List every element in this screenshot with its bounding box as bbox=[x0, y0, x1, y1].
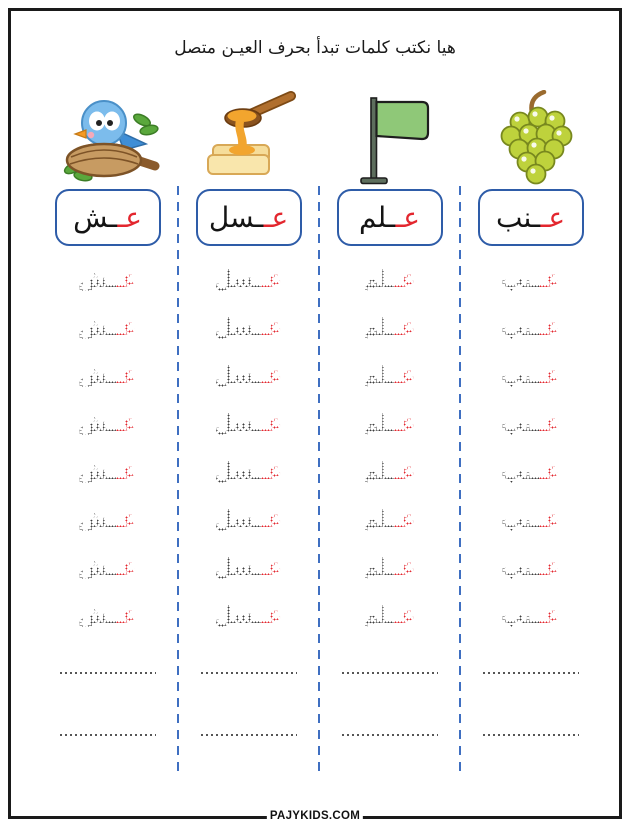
word-first-letter: عـ bbox=[540, 200, 566, 234]
trace-rows bbox=[363, 255, 415, 639]
trace-word-rest: ـسل bbox=[214, 601, 262, 629]
trace-word-rest: ـنب bbox=[500, 361, 539, 389]
green-flag-icon bbox=[342, 86, 438, 186]
trace-word-start: عـ bbox=[261, 409, 283, 437]
trace-word-rest: ـش bbox=[78, 361, 116, 389]
word-box bbox=[337, 189, 443, 246]
trace-row bbox=[215, 495, 283, 543]
trace-row bbox=[78, 543, 137, 591]
trace-word-rest: ـش bbox=[78, 265, 116, 293]
trace-word-start: عـ bbox=[261, 601, 283, 629]
trace-word-rest: ـسل bbox=[214, 265, 262, 293]
trace-word-start: عـ bbox=[261, 505, 283, 533]
trace-row bbox=[363, 447, 415, 495]
trace-word-rest: ـلم bbox=[363, 361, 395, 389]
trace-row bbox=[363, 255, 415, 303]
trace-word-start: عـ bbox=[115, 313, 137, 341]
trace-word-rest: ـش bbox=[78, 313, 116, 341]
trace-word-rest: ـش bbox=[78, 553, 116, 581]
trace-word-rest: ـش bbox=[78, 601, 116, 629]
trace-rows bbox=[215, 255, 283, 639]
trace-word-rest: ـنب bbox=[500, 505, 539, 533]
trace-word-start: عـ bbox=[115, 601, 137, 629]
trace-word-start: عـ bbox=[538, 601, 561, 629]
trace-row bbox=[363, 399, 415, 447]
writing-line bbox=[342, 734, 438, 736]
honey-spoon-bread-icon bbox=[196, 86, 302, 186]
trace-word-rest: ـسل bbox=[214, 457, 262, 485]
word-first-letter: عـ bbox=[263, 200, 289, 234]
trace-word-start: عـ bbox=[538, 553, 561, 581]
trace-row bbox=[501, 591, 560, 639]
trace-word-start: عـ bbox=[394, 265, 416, 293]
trace-row bbox=[501, 495, 560, 543]
trace-word-rest: ـسل bbox=[214, 409, 262, 437]
writing-line bbox=[201, 734, 297, 736]
footer-brand: PAJYKIDS.COM bbox=[267, 809, 363, 823]
trace-row bbox=[501, 303, 560, 351]
writing-lines bbox=[483, 639, 579, 736]
trace-row bbox=[215, 399, 283, 447]
writing-line bbox=[342, 672, 438, 674]
trace-word-rest: ـش bbox=[78, 409, 116, 437]
trace-word-rest: ـلم bbox=[363, 457, 395, 485]
word-rest: ـلم bbox=[358, 200, 396, 234]
trace-row bbox=[215, 543, 283, 591]
trace-row bbox=[501, 447, 560, 495]
trace-row bbox=[215, 591, 283, 639]
trace-word-rest: ـنب bbox=[500, 553, 539, 581]
trace-row bbox=[363, 495, 415, 543]
trace-word-rest: ـنب bbox=[500, 265, 539, 293]
trace-rows bbox=[78, 255, 137, 639]
trace-row bbox=[78, 303, 137, 351]
trace-word-start: عـ bbox=[115, 457, 137, 485]
trace-word-rest: ـش bbox=[78, 457, 116, 485]
writing-line bbox=[60, 734, 156, 736]
trace-word-start: عـ bbox=[261, 361, 283, 389]
column-nest bbox=[37, 86, 178, 736]
trace-word-rest: ـلم bbox=[363, 409, 395, 437]
word-first-letter: عـ bbox=[395, 200, 421, 234]
trace-word-start: عـ bbox=[538, 265, 561, 293]
trace-word-rest: ـلم bbox=[363, 601, 395, 629]
trace-word-start: عـ bbox=[115, 505, 137, 533]
column-separator bbox=[459, 186, 461, 777]
grapes-icon bbox=[484, 86, 578, 186]
column-separator bbox=[318, 186, 320, 777]
trace-word-rest: ـنب bbox=[500, 409, 539, 437]
trace-word-start: عـ bbox=[394, 409, 416, 437]
trace-row bbox=[78, 399, 137, 447]
trace-word-rest: ـلم bbox=[363, 265, 395, 293]
column-honey bbox=[178, 86, 319, 736]
trace-row bbox=[501, 351, 560, 399]
word-first-letter: عـ bbox=[117, 200, 142, 234]
writing-line bbox=[483, 734, 579, 736]
trace-row bbox=[78, 255, 137, 303]
page-title: هيا نكتب كلمات تبدأ بحرف العيـن متصل bbox=[174, 38, 456, 58]
trace-row bbox=[501, 399, 560, 447]
trace-word-start: عـ bbox=[394, 361, 416, 389]
writing-line bbox=[201, 672, 297, 674]
trace-rows bbox=[501, 255, 560, 639]
word-box bbox=[478, 189, 584, 246]
trace-word-rest: ـش bbox=[78, 505, 116, 533]
trace-word-rest: ـسل bbox=[214, 313, 262, 341]
trace-word-start: عـ bbox=[538, 361, 561, 389]
trace-row bbox=[78, 591, 137, 639]
trace-word-start: عـ bbox=[261, 313, 283, 341]
trace-word-rest: ـسل bbox=[214, 505, 262, 533]
trace-word-start: عـ bbox=[115, 361, 137, 389]
trace-word-start: عـ bbox=[115, 409, 137, 437]
word-rest: ـسل bbox=[208, 200, 264, 234]
word-rest: ـنب bbox=[495, 200, 541, 234]
trace-word-start: عـ bbox=[394, 601, 416, 629]
trace-word-start: عـ bbox=[538, 409, 561, 437]
trace-word-start: عـ bbox=[538, 505, 561, 533]
trace-word-start: عـ bbox=[261, 553, 283, 581]
trace-row bbox=[78, 447, 137, 495]
writing-lines bbox=[60, 639, 156, 736]
trace-word-rest: ـنب bbox=[500, 601, 539, 629]
column-separator bbox=[177, 186, 179, 777]
writing-lines bbox=[201, 639, 297, 736]
trace-row bbox=[363, 591, 415, 639]
bird-nest-icon bbox=[56, 86, 160, 186]
trace-word-rest: ـلم bbox=[363, 505, 395, 533]
trace-word-start: عـ bbox=[115, 265, 137, 293]
trace-word-start: عـ bbox=[394, 457, 416, 485]
trace-row bbox=[215, 447, 283, 495]
trace-word-rest: ـسل bbox=[214, 361, 262, 389]
trace-word-start: عـ bbox=[394, 313, 416, 341]
trace-word-start: عـ bbox=[538, 313, 561, 341]
trace-word-start: عـ bbox=[261, 265, 283, 293]
trace-row bbox=[78, 495, 137, 543]
writing-line bbox=[60, 672, 156, 674]
trace-row bbox=[501, 543, 560, 591]
trace-word-rest: ـنب bbox=[500, 313, 539, 341]
trace-word-start: عـ bbox=[394, 553, 416, 581]
column-grapes bbox=[460, 86, 601, 736]
trace-row bbox=[363, 351, 415, 399]
trace-row bbox=[215, 303, 283, 351]
writing-lines bbox=[342, 639, 438, 736]
trace-row bbox=[78, 351, 137, 399]
word-box bbox=[196, 189, 302, 246]
trace-word-rest: ـلم bbox=[363, 313, 395, 341]
trace-word-start: عـ bbox=[394, 505, 416, 533]
trace-row bbox=[501, 255, 560, 303]
trace-word-rest: ـلم bbox=[363, 553, 395, 581]
writing-line bbox=[483, 672, 579, 674]
trace-word-start: عـ bbox=[538, 457, 561, 485]
word-rest: ـش bbox=[73, 200, 117, 234]
trace-row bbox=[215, 255, 283, 303]
trace-row bbox=[215, 351, 283, 399]
trace-row bbox=[363, 303, 415, 351]
trace-word-start: عـ bbox=[115, 553, 137, 581]
column-flag bbox=[319, 86, 460, 736]
trace-word-start: عـ bbox=[261, 457, 283, 485]
trace-word-rest: ـسل bbox=[214, 553, 262, 581]
word-box bbox=[55, 189, 161, 246]
trace-word-rest: ـنب bbox=[500, 457, 539, 485]
trace-row bbox=[363, 543, 415, 591]
